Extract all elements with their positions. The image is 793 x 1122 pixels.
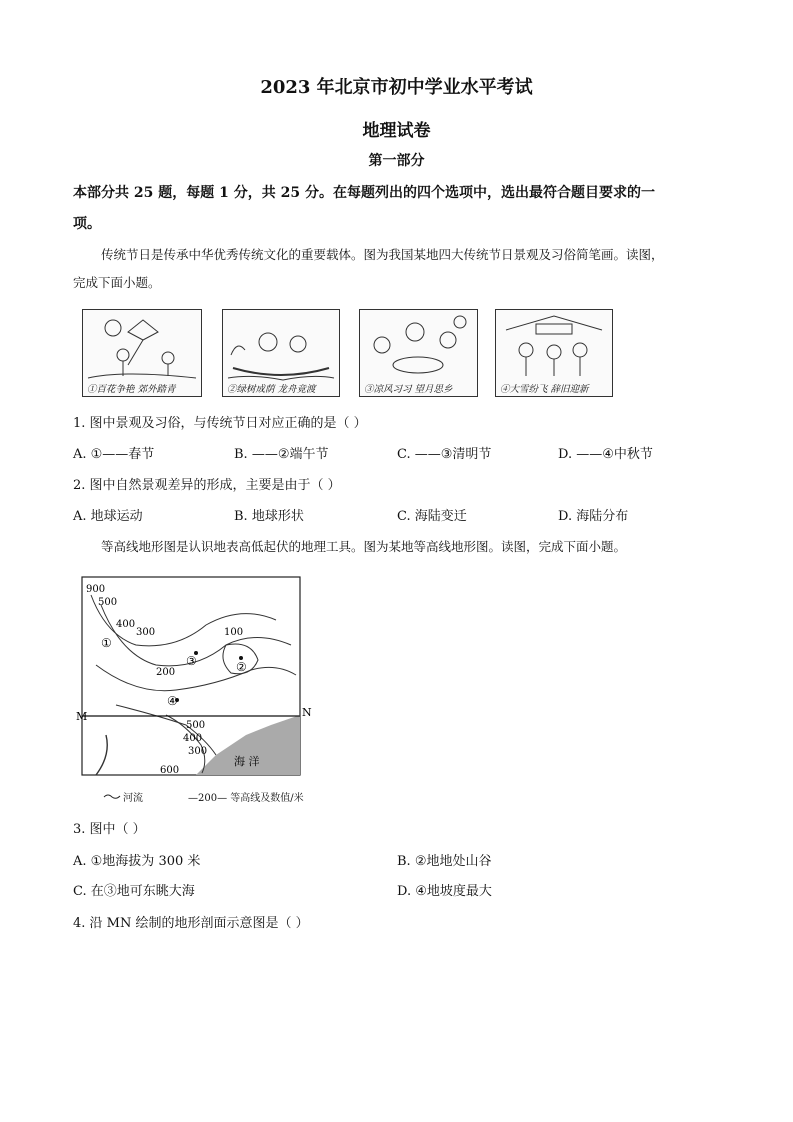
intro1-line2: 完成下面小题。 <box>73 275 161 290</box>
instructions-line2: 项。 <box>73 216 101 232</box>
question-4-stem: 4. 沿 MN 绘制的地形剖面示意图是（ ） <box>73 916 309 931</box>
point-label: ② <box>236 660 247 674</box>
festival-picture-4 <box>495 309 613 397</box>
instructions-line1: 本部分共 25 题，每题 1 分，共 25 分。在每题列出的四个选项中，选出最符合题目要求的一 <box>73 185 655 201</box>
question-1-stem: 1. 图中景观及习俗，与传统节日对应正确的是（ ） <box>73 416 367 431</box>
line-end-label: M <box>76 710 88 723</box>
point-label: ① <box>101 636 112 650</box>
contour-label: 500 <box>186 720 206 731</box>
picture-caption: ①百花争艳 郊外踏青 <box>87 384 176 395</box>
point-label: ③ <box>186 654 197 668</box>
intro2-line1: 等高线地形图是认识地表高低起伏的地理工具。图为某地等高线地形图。读图，完成下面小题。 <box>101 539 627 554</box>
contour-label: 900 <box>86 584 106 595</box>
part-title: 第一部分 <box>368 153 425 169</box>
contour-map <box>76 575 312 787</box>
line-end-label: N <box>302 706 312 719</box>
contour-label: 200 <box>156 667 176 678</box>
sea-label: 海 洋 <box>234 755 260 768</box>
contour-label: 400 <box>183 733 203 744</box>
q1-option-d[interactable]: D. ——④中秋节 <box>558 447 653 462</box>
picture-caption: ②绿树成荫 龙舟竞渡 <box>227 384 316 395</box>
contour-label: 400 <box>116 619 136 630</box>
q1-option-a[interactable]: A. ①——春节 <box>73 447 155 462</box>
q2-option-d[interactable]: D. 海陆分布 <box>558 509 629 524</box>
point-label: ④ <box>167 694 178 708</box>
q1-option-c[interactable]: C. ——③清明节 <box>397 447 492 462</box>
q3-option-b[interactable]: B. ②地地处山谷 <box>397 854 492 869</box>
q2-option-c[interactable]: C. 海陆变迁 <box>397 509 467 524</box>
intro1-line1: 传统节日是传承中华优秀传统文化的重要载体。图为我国某地四大传统节日景观及习俗简笔画。读图， <box>101 247 664 262</box>
contour-label: 100 <box>224 627 244 638</box>
q3-option-c[interactable]: C. 在③地可东眺大海 <box>73 884 195 899</box>
legend-contour: —200— 等高线及数值/米 <box>188 793 304 804</box>
festival-picture-3 <box>359 309 478 397</box>
picture-caption: ③凉风习习 望月思乡 <box>364 384 453 395</box>
question-3-stem: 3. 图中（ ） <box>73 822 146 837</box>
legend-river: 河流 <box>123 793 143 804</box>
contour-label: 500 <box>98 597 118 608</box>
picture-caption: ④大雪纷飞 辞旧迎新 <box>500 384 589 395</box>
contour-label: 300 <box>188 746 208 757</box>
festival-picture-1 <box>82 309 202 397</box>
exam-title: 2023 年北京市初中学业水平考试 <box>260 77 533 98</box>
q2-option-b[interactable]: B. 地球形状 <box>234 509 304 524</box>
q1-option-b[interactable]: B. ——②端午节 <box>234 447 329 462</box>
q3-option-d[interactable]: D. ④地坡度最大 <box>397 884 492 899</box>
contour-label: 300 <box>136 627 156 638</box>
festival-picture-2 <box>222 309 340 397</box>
contour-label: 600 <box>160 765 180 776</box>
q3-option-a[interactable]: A. ①地海拔为 300 米 <box>73 854 201 869</box>
question-2-stem: 2. 图中自然景观差异的形成，主要是由于（ ） <box>73 478 341 493</box>
river-legend-icon <box>103 792 121 800</box>
subject-title: 地理试卷 <box>362 121 431 141</box>
q2-option-a[interactable]: A. 地球运动 <box>73 509 143 524</box>
